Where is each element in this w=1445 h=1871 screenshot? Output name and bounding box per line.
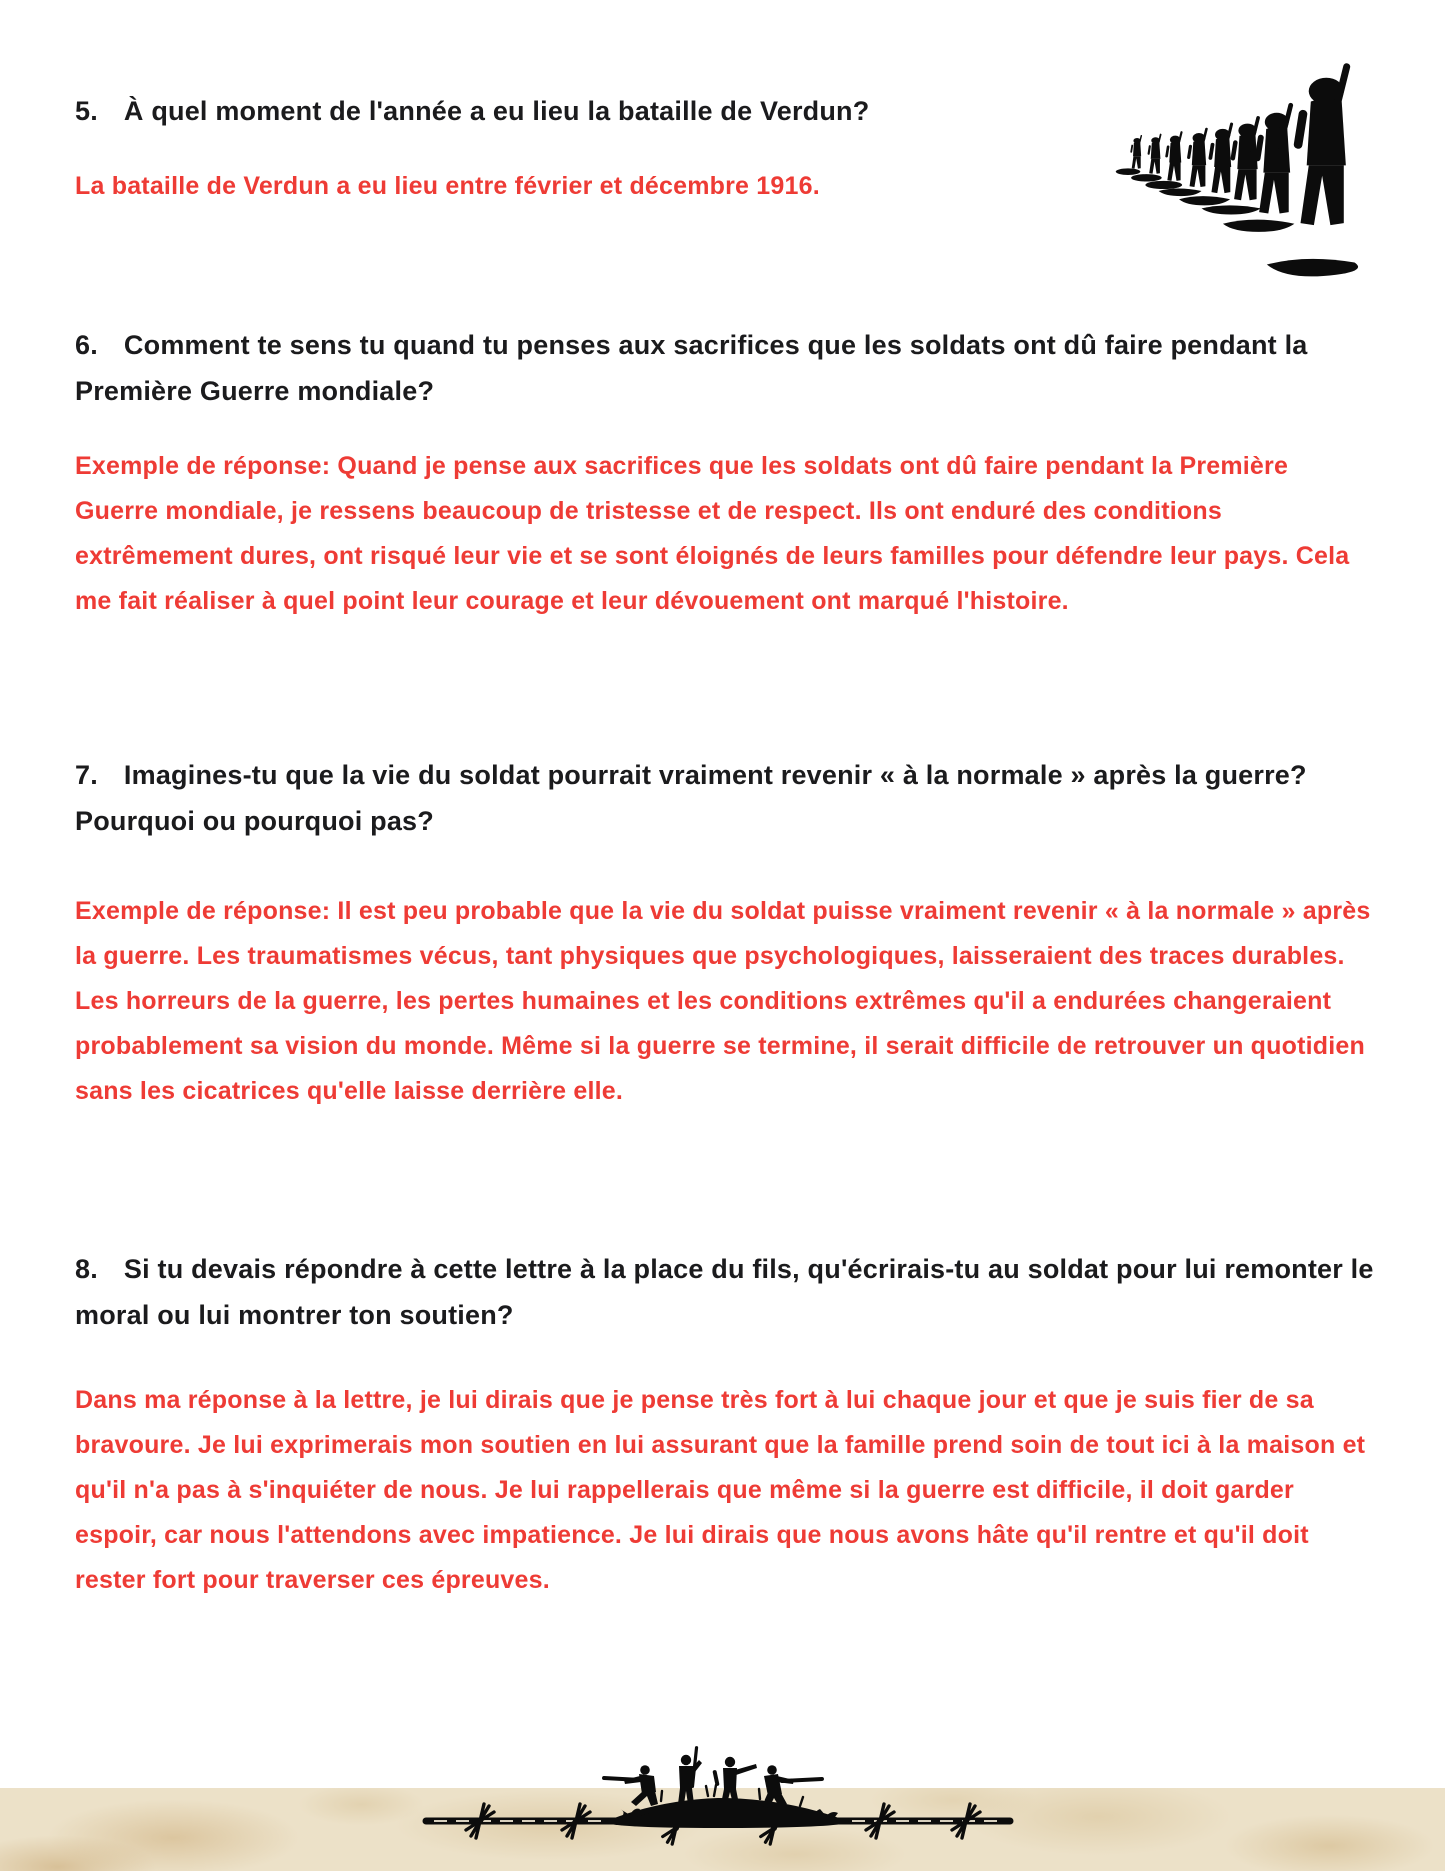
- qa-block-5: [75, 88, 1075, 209]
- answer-7: Exemple de réponse: Il est peu probable que la vie du soldat puisse vraiment revenir « à la normale » après la guerre. Les traumatismes vécus, tant physiques que psychologiques, laisseraient des traces durables. Les horreurs de la guerre, les pertes humaines et les conditions extrêmes qu'il a endurées changeraient probablement sa vision du monde. Même si la guerre se termine, il serait difficile de retrouver un quotidien sans les cicatrices qu'elle laisse derrière elle.: [75, 897, 1371, 1105]
- question-8-text: Si tu devais répondre à cette lettre à la place du fils, qu'écrirais-tu au soldat pour lui remonter le moral ou lui montrer ton soutien?: [75, 1254, 1374, 1330]
- trench-soldiers-barbed-wire-icon: [418, 1716, 1018, 1848]
- question-7-text: Imagines-tu que la vie du soldat pourrait vraiment revenir « à la normale » après la guerre? Pourquoi ou pourquoi pas?: [75, 760, 1307, 836]
- question-7-number: 7.: [75, 760, 98, 790]
- marching-soldiers-icon: [1112, 38, 1390, 288]
- question-5: [75, 88, 1075, 134]
- divider-soldier-standing-rifle: [678, 1746, 702, 1804]
- question-5-text: À quel moment de l'année a eu lieu la bataille de Verdun?: [123, 96, 870, 126]
- divider-soldier-pointing: [712, 1757, 757, 1804]
- answer-6: Exemple de réponse: Quand je pense aux sacrifices que les soldats ont dû faire pendant la Première Guerre mondiale, je ressens beaucoup de tristesse et de respect. Ils ont enduré des conditions extrêmement dures, ont risqué leur vie et se sont éloignés de leurs familles pour défendre leur pays. Cela me fait réaliser à quel point leur courage et leur dévouement ont marqué l'histoire.: [75, 452, 1350, 615]
- divider-soldier-crouching-right: [762, 1765, 824, 1808]
- question-8: [75, 1246, 1375, 1338]
- answer-5: La bataille de Verdun a eu lieu entre février et décembre 1916.: [75, 172, 820, 200]
- divider-soldier-crouching-left: [602, 1765, 658, 1806]
- qa-block-8: [75, 1246, 1375, 1603]
- question-6-text: Comment te sens tu quand tu penses aux sacrifices que les soldats ont dû faire pendant la Première Guerre mondiale?: [75, 330, 1308, 406]
- question-8-number: 8.: [75, 1254, 98, 1284]
- qa-block-6: [75, 322, 1375, 624]
- question-6: [75, 322, 1375, 414]
- question-7: [75, 752, 1375, 844]
- question-6-number: 6.: [75, 330, 98, 360]
- qa-block-7: [75, 752, 1375, 1114]
- question-5-number: 5.: [75, 96, 98, 126]
- answer-8: Dans ma réponse à la lettre, je lui dirais que je pense très fort à lui chaque jour et que je suis fier de sa bravoure. Je lui exprimerais mon soutien en lui assurant que la famille prend soin de tout ici à la maison et qu'il n'a pas à s'inquiéter de nous. Je lui rappellerais que même si la guerre est difficile, il doit garder espoir, car nous l'attendons avec impatience. Je lui dirais que nous avons hâte qu'il rentre et qu'il doit rester fort pour traverser ces épreuves.: [75, 1386, 1366, 1594]
